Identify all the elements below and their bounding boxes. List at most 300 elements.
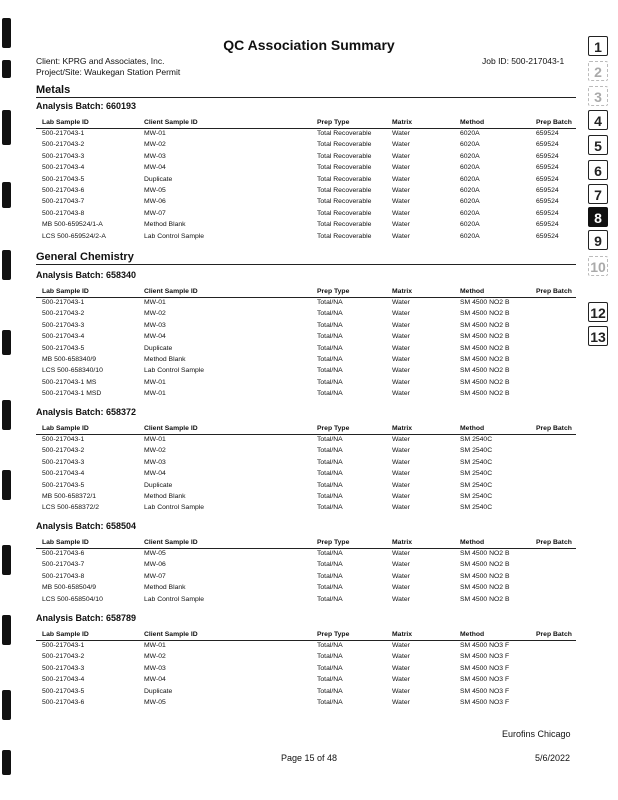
table-row bbox=[36, 163, 576, 174]
section-tab[interactable]: 1 bbox=[588, 36, 608, 56]
table-cell: Water bbox=[392, 321, 410, 329]
column-header: Matrix bbox=[392, 425, 413, 432]
table-cell: 6020A bbox=[460, 186, 480, 194]
table-cell: 659524 bbox=[536, 186, 559, 194]
table-cell: 6020A bbox=[460, 175, 480, 183]
table-cell: 659524 bbox=[536, 221, 559, 229]
column-header: Matrix bbox=[392, 288, 413, 295]
table-cell: Total/NA bbox=[317, 447, 343, 455]
table-cell: Total/NA bbox=[317, 355, 343, 363]
table-cell: Total/NA bbox=[317, 367, 343, 375]
table-row bbox=[36, 344, 576, 355]
table-row bbox=[36, 309, 576, 320]
batch-heading: Analysis Batch: 658504 bbox=[36, 521, 137, 531]
section-tab[interactable]: 9 bbox=[588, 230, 608, 250]
table-cell: Total/NA bbox=[317, 321, 343, 329]
table-row bbox=[36, 298, 576, 309]
table-cell: 659524 bbox=[536, 141, 559, 149]
column-header: Prep Batch bbox=[536, 631, 572, 638]
table-cell: MW-05 bbox=[144, 698, 166, 706]
table-cell: 500-217043-6 bbox=[42, 698, 85, 706]
table-cell: 6020A bbox=[460, 130, 480, 137]
table-cell: 500-217043-5 bbox=[42, 344, 85, 352]
column-header: Prep Batch bbox=[536, 425, 572, 432]
table-row bbox=[36, 503, 576, 514]
table-row bbox=[36, 652, 576, 663]
column-header: Method bbox=[460, 539, 485, 546]
table-row bbox=[36, 664, 576, 675]
column-header: Prep Type bbox=[317, 119, 350, 126]
table-cell: Water bbox=[392, 458, 410, 466]
table-row bbox=[36, 641, 576, 652]
table-cell: Water bbox=[392, 367, 410, 375]
table-cell: Total Recoverable bbox=[317, 198, 372, 206]
table-cell: Water bbox=[392, 447, 410, 455]
table-cell: Water bbox=[392, 572, 410, 580]
table-cell: Method Blank bbox=[144, 584, 186, 592]
table-cell: Total Recoverable bbox=[317, 209, 372, 217]
table-cell: Total Recoverable bbox=[317, 175, 372, 183]
column-header: Matrix bbox=[392, 119, 413, 126]
table-row bbox=[36, 446, 576, 457]
table-cell: MW-04 bbox=[144, 333, 166, 341]
section-tab[interactable]: 10 bbox=[588, 256, 608, 276]
table-cell: MW-01 bbox=[144, 390, 166, 398]
table-cell: Total/NA bbox=[317, 642, 343, 649]
table-cell: Water bbox=[392, 504, 410, 512]
table-cell: Water bbox=[392, 344, 410, 352]
table-cell: 500-217043-3 bbox=[42, 152, 85, 160]
report-date: 5/6/2022 bbox=[535, 753, 571, 763]
table-cell: 6020A bbox=[460, 152, 480, 160]
table-cell: MW-03 bbox=[144, 321, 166, 329]
table-row bbox=[36, 492, 576, 503]
table-cell: LCS 500-658504/10 bbox=[42, 595, 103, 603]
table-row bbox=[36, 560, 576, 571]
table-cell: 6020A bbox=[460, 141, 480, 149]
table-cell: Total/NA bbox=[317, 458, 343, 466]
lab-name: Eurofins Chicago bbox=[502, 729, 571, 739]
table-cell: Total/NA bbox=[317, 299, 343, 306]
table-cell: Total Recoverable bbox=[317, 141, 372, 149]
table-cell: SM 2540C bbox=[460, 458, 493, 466]
table-cell: 500-217043-6 bbox=[42, 186, 85, 194]
table-cell: LCS 500-658372/2 bbox=[42, 504, 100, 512]
table-cell: Water bbox=[392, 492, 410, 500]
table-cell: 659524 bbox=[536, 130, 559, 137]
column-header: Client Sample ID bbox=[144, 119, 198, 126]
table-cell: MW-03 bbox=[144, 152, 166, 160]
column-header: Client Sample ID bbox=[144, 425, 198, 432]
section-tab[interactable]: 13 bbox=[588, 326, 608, 346]
table-cell: Total/NA bbox=[317, 378, 343, 386]
table-cell: Total/NA bbox=[317, 572, 343, 580]
table-cell: 500-217043-5 bbox=[42, 481, 85, 489]
table-cell: Water bbox=[392, 141, 410, 149]
table-cell: Duplicate bbox=[144, 175, 173, 183]
table-cell: Lab Control Sample bbox=[144, 504, 205, 512]
table-cell: Total Recoverable bbox=[317, 186, 372, 194]
table-row bbox=[36, 389, 576, 400]
section-tab[interactable]: 2 bbox=[588, 61, 608, 81]
table-cell: Water bbox=[392, 355, 410, 363]
page-title: QC Association Summary bbox=[223, 37, 395, 53]
table-cell: 500-217043-3 bbox=[42, 321, 85, 329]
table-cell: SM 4500 NO2 B bbox=[460, 333, 510, 341]
table-cell: SM 4500 NO3 F bbox=[460, 664, 510, 672]
table-cell: Total Recoverable bbox=[317, 221, 372, 229]
table-cell: MW-06 bbox=[144, 561, 166, 569]
table-cell: Duplicate bbox=[144, 344, 173, 352]
binder-holes bbox=[2, 0, 12, 800]
table-row bbox=[36, 186, 576, 197]
table-cell: 500-217043-5 bbox=[42, 687, 85, 695]
table-cell: LCS 500-659524/2-A bbox=[42, 232, 106, 240]
table-cell: 6020A bbox=[460, 221, 480, 229]
table-cell: Water bbox=[392, 470, 410, 478]
table-row bbox=[36, 435, 576, 446]
table-cell: SM 4500 NO3 F bbox=[460, 653, 510, 661]
table-cell: SM 4500 NO2 B bbox=[460, 595, 510, 603]
column-header: Prep Batch bbox=[536, 539, 572, 546]
table-header bbox=[36, 424, 576, 435]
table-row bbox=[36, 687, 576, 698]
table-cell: Total/NA bbox=[317, 595, 343, 603]
table-cell: Total/NA bbox=[317, 436, 343, 443]
section-tab[interactable]: 7 bbox=[588, 184, 608, 204]
table-cell: Water bbox=[392, 164, 410, 172]
project-site: Project/Site: Waukegan Station Permit bbox=[36, 67, 181, 77]
table-row bbox=[36, 332, 576, 343]
table-row bbox=[36, 129, 576, 140]
table-cell: 500-217043-7 bbox=[42, 561, 85, 569]
table-cell: 500-217043-7 bbox=[42, 198, 85, 206]
table-cell: SM 2540C bbox=[460, 481, 493, 489]
table-cell: Total Recoverable bbox=[317, 152, 372, 160]
table-cell: 500-217043-1 bbox=[42, 642, 85, 649]
table-cell: Total/NA bbox=[317, 676, 343, 684]
table-row bbox=[36, 549, 576, 560]
table-cell: 500-217043-1 bbox=[42, 299, 85, 306]
table-cell: Water bbox=[392, 595, 410, 603]
table-header bbox=[36, 630, 576, 641]
table-cell: 659524 bbox=[536, 198, 559, 206]
table-cell: MW-05 bbox=[144, 186, 166, 194]
table-cell: Method Blank bbox=[144, 355, 186, 363]
table-row bbox=[36, 595, 576, 606]
table-cell: 500-217043-1 MS bbox=[42, 378, 97, 386]
table-cell: Total Recoverable bbox=[317, 164, 372, 172]
table-cell: Water bbox=[392, 436, 410, 443]
table-row bbox=[36, 175, 576, 186]
table-cell: MB 500-658504/9 bbox=[42, 584, 97, 592]
table-row bbox=[36, 321, 576, 332]
table-cell: Water bbox=[392, 642, 410, 649]
table-row bbox=[36, 675, 576, 686]
table-cell: SM 2540C bbox=[460, 470, 493, 478]
table-row bbox=[36, 698, 576, 709]
table-cell: MB 500-658372/1 bbox=[42, 492, 97, 500]
table-row bbox=[36, 140, 576, 151]
table-cell: Lab Control Sample bbox=[144, 595, 205, 603]
table-row bbox=[36, 469, 576, 480]
table-cell: SM 2540C bbox=[460, 492, 493, 500]
table-row bbox=[36, 355, 576, 366]
table-row bbox=[36, 366, 576, 377]
table-row bbox=[36, 378, 576, 389]
table-cell: 500-217043-1 bbox=[42, 436, 85, 443]
table-cell: Total/NA bbox=[317, 664, 343, 672]
table-cell: Total Recoverable bbox=[317, 130, 372, 137]
table-row bbox=[36, 220, 576, 231]
column-header: Prep Type bbox=[317, 539, 350, 546]
section-tabs bbox=[586, 0, 612, 800]
table-cell: MW-04 bbox=[144, 676, 166, 684]
section-tab[interactable]: 12 bbox=[588, 302, 608, 322]
table-cell: SM 4500 NO2 B bbox=[460, 310, 510, 318]
table-cell: Water bbox=[392, 481, 410, 489]
table-cell: Total/NA bbox=[317, 481, 343, 489]
table-cell: 500-217043-4 bbox=[42, 164, 85, 172]
job-id: Job ID: 500-217043-1 bbox=[482, 56, 565, 66]
table-cell: SM 4500 NO2 B bbox=[460, 572, 510, 580]
table-cell: 500-217043-3 bbox=[42, 664, 85, 672]
table-header bbox=[36, 287, 576, 298]
column-header: Method bbox=[460, 631, 485, 638]
qc-table bbox=[36, 118, 576, 243]
table-cell: Total/NA bbox=[317, 698, 343, 706]
table-cell: 659524 bbox=[536, 175, 559, 183]
table-cell: Total/NA bbox=[317, 310, 343, 318]
table-cell: 659524 bbox=[536, 232, 559, 240]
table-cell: SM 4500 NO2 B bbox=[460, 344, 510, 352]
table-cell: Water bbox=[392, 232, 410, 240]
table-cell: Total/NA bbox=[317, 687, 343, 695]
table-cell: 500-217043-4 bbox=[42, 470, 85, 478]
table-cell: 6020A bbox=[460, 209, 480, 217]
table-cell: Total/NA bbox=[317, 470, 343, 478]
table-cell: MW-05 bbox=[144, 550, 166, 557]
table-cell: 500-217043-1 bbox=[42, 130, 85, 137]
table-cell: MW-02 bbox=[144, 310, 166, 318]
column-header: Client Sample ID bbox=[144, 631, 198, 638]
section-tab[interactable]: 4 bbox=[588, 110, 608, 130]
table-cell: MW-01 bbox=[144, 436, 166, 443]
column-header: Client Sample ID bbox=[144, 539, 198, 546]
table-cell: 500-217043-8 bbox=[42, 572, 85, 580]
table-cell: Total/NA bbox=[317, 550, 343, 557]
table-cell: MW-02 bbox=[144, 653, 166, 661]
table-cell: Water bbox=[392, 584, 410, 592]
table-cell: MW-06 bbox=[144, 198, 166, 206]
table-row bbox=[36, 572, 576, 583]
table-cell: 659524 bbox=[536, 209, 559, 217]
table-cell: SM 4500 NO2 B bbox=[460, 550, 510, 557]
table-cell: Water bbox=[392, 186, 410, 194]
table-cell: SM 4500 NO2 B bbox=[460, 355, 510, 363]
section-tab[interactable]: 3 bbox=[588, 86, 608, 106]
table-cell: 500-217043-3 bbox=[42, 458, 85, 466]
table-cell: SM 4500 NO3 F bbox=[460, 676, 510, 684]
table-cell: Water bbox=[392, 664, 410, 672]
table-cell: Total/NA bbox=[317, 390, 343, 398]
table-cell: Water bbox=[392, 561, 410, 569]
table-cell: SM 2540C bbox=[460, 504, 493, 512]
table-cell: Total/NA bbox=[317, 492, 343, 500]
table-cell: SM 2540C bbox=[460, 436, 493, 443]
table-cell: Water bbox=[392, 152, 410, 160]
table-cell: Duplicate bbox=[144, 481, 173, 489]
table-row bbox=[36, 481, 576, 492]
table-cell: 659524 bbox=[536, 152, 559, 160]
table-cell: 500-217043-4 bbox=[42, 333, 85, 341]
table-cell: Water bbox=[392, 333, 410, 341]
table-cell: MW-01 bbox=[144, 299, 166, 306]
column-header: Prep Batch bbox=[536, 288, 572, 295]
table-cell: SM 4500 NO2 B bbox=[460, 321, 510, 329]
table-cell: SM 4500 NO3 F bbox=[460, 687, 510, 695]
table-cell: MW-01 bbox=[144, 642, 166, 649]
table-cell: Water bbox=[392, 299, 410, 306]
table-cell: LCS 500-658340/10 bbox=[42, 367, 103, 375]
table-cell: Water bbox=[392, 698, 410, 706]
column-header: Matrix bbox=[392, 539, 413, 546]
table-cell: MW-01 bbox=[144, 378, 166, 386]
table-cell: 6020A bbox=[460, 198, 480, 206]
table-row bbox=[36, 583, 576, 594]
table-cell: 500-217043-5 bbox=[42, 175, 85, 183]
client-name: Client: KPRG and Associates, Inc. bbox=[36, 56, 165, 66]
column-header: Lab Sample ID bbox=[42, 631, 89, 638]
table-cell: Water bbox=[392, 130, 410, 137]
table-cell: Water bbox=[392, 687, 410, 695]
table-row bbox=[36, 197, 576, 208]
table-cell: Water bbox=[392, 175, 410, 183]
column-header: Prep Type bbox=[317, 631, 350, 638]
page-number: Page 15 of 48 bbox=[280, 753, 338, 763]
table-cell: MW-04 bbox=[144, 164, 166, 172]
table-cell: 500-217043-2 bbox=[42, 310, 85, 318]
table-cell: Water bbox=[392, 310, 410, 318]
column-header: Client Sample ID bbox=[144, 288, 198, 295]
table-cell: Total/NA bbox=[317, 561, 343, 569]
table-cell: 500-217043-4 bbox=[42, 676, 85, 684]
table-row bbox=[36, 232, 576, 243]
table-cell: MW-02 bbox=[144, 447, 166, 455]
table-cell: MW-04 bbox=[144, 470, 166, 478]
table-cell: MW-02 bbox=[144, 141, 166, 149]
table-cell: SM 4500 NO2 B bbox=[460, 299, 510, 306]
batch-heading: Analysis Batch: 658340 bbox=[36, 270, 137, 280]
table-cell: Lab Control Sample bbox=[144, 367, 205, 375]
table-cell: Water bbox=[392, 209, 410, 217]
table-cell: 500-217043-1 MSD bbox=[42, 390, 102, 398]
table-cell: Total/NA bbox=[317, 344, 343, 352]
table-cell: SM 4500 NO2 B bbox=[460, 378, 510, 386]
table-cell: 500-217043-6 bbox=[42, 550, 85, 557]
table-cell: SM 4500 NO3 F bbox=[460, 698, 510, 706]
section-tab[interactable]: 6 bbox=[588, 160, 608, 180]
table-cell: 500-217043-2 bbox=[42, 141, 85, 149]
table-row bbox=[36, 152, 576, 163]
table-row bbox=[36, 458, 576, 469]
table-cell: SM 4500 NO2 B bbox=[460, 584, 510, 592]
table-row bbox=[36, 209, 576, 220]
column-header: Method bbox=[460, 119, 485, 126]
batch-heading: Analysis Batch: 658789 bbox=[36, 613, 137, 623]
table-cell: SM 2540C bbox=[460, 447, 493, 455]
table-cell: Water bbox=[392, 378, 410, 386]
table-cell: Duplicate bbox=[144, 687, 173, 695]
column-header: Method bbox=[460, 425, 485, 432]
table-cell: Total/NA bbox=[317, 333, 343, 341]
table-cell: Total/NA bbox=[317, 504, 343, 512]
column-header: Method bbox=[460, 288, 485, 295]
table-cell: Water bbox=[392, 676, 410, 684]
column-header: Lab Sample ID bbox=[42, 288, 89, 295]
table-cell: MW-03 bbox=[144, 458, 166, 466]
column-header: Lab Sample ID bbox=[42, 425, 89, 432]
table-cell: Water bbox=[392, 550, 410, 557]
table-cell: 659524 bbox=[536, 164, 559, 172]
column-header: Prep Type bbox=[317, 425, 350, 432]
table-header bbox=[36, 538, 576, 549]
table-cell: SM 4500 NO2 B bbox=[460, 367, 510, 375]
qc-table bbox=[36, 287, 576, 401]
batch-heading: Analysis Batch: 660193 bbox=[36, 101, 137, 111]
table-cell: MW-07 bbox=[144, 572, 166, 580]
table-cell: SM 4500 NO2 B bbox=[460, 390, 510, 398]
table-cell: 500-217043-2 bbox=[42, 653, 85, 661]
table-cell: SM 4500 NO3 F bbox=[460, 642, 510, 649]
table-cell: MB 500-658340/9 bbox=[42, 355, 97, 363]
column-header: Lab Sample ID bbox=[42, 539, 89, 546]
table-cell: Method Blank bbox=[144, 492, 186, 500]
column-header: Lab Sample ID bbox=[42, 119, 89, 126]
table-cell: MB 500-659524/1-A bbox=[42, 221, 103, 229]
qc-table bbox=[36, 630, 576, 709]
table-cell: Water bbox=[392, 390, 410, 398]
batch-heading: Analysis Batch: 658372 bbox=[36, 407, 137, 417]
section-heading: Metals bbox=[36, 84, 576, 98]
table-cell: Water bbox=[392, 198, 410, 206]
column-header: Prep Batch bbox=[536, 119, 572, 126]
table-cell: 6020A bbox=[460, 164, 480, 172]
table-cell: 500-217043-8 bbox=[42, 209, 85, 217]
table-cell: Total/NA bbox=[317, 584, 343, 592]
table-cell: Water bbox=[392, 221, 410, 229]
table-cell: 500-217043-2 bbox=[42, 447, 85, 455]
section-tab[interactable]: 8 bbox=[588, 207, 608, 227]
qc-table bbox=[36, 424, 576, 515]
table-cell: SM 4500 NO2 B bbox=[460, 561, 510, 569]
table-cell: Lab Control Sample bbox=[144, 232, 205, 240]
table-cell: MW-03 bbox=[144, 664, 166, 672]
table-cell: MW-07 bbox=[144, 209, 166, 217]
table-cell: Total/NA bbox=[317, 653, 343, 661]
column-header: Matrix bbox=[392, 631, 413, 638]
section-heading: General Chemistry bbox=[36, 251, 576, 265]
table-cell: Water bbox=[392, 653, 410, 661]
qc-table bbox=[36, 538, 576, 606]
column-header: Prep Type bbox=[317, 288, 350, 295]
section-tab[interactable]: 5 bbox=[588, 135, 608, 155]
table-cell: MW-01 bbox=[144, 130, 166, 137]
table-cell: Total Recoverable bbox=[317, 232, 372, 240]
table-cell: Method Blank bbox=[144, 221, 186, 229]
table-cell: 6020A bbox=[460, 232, 480, 240]
table-header bbox=[36, 118, 576, 129]
